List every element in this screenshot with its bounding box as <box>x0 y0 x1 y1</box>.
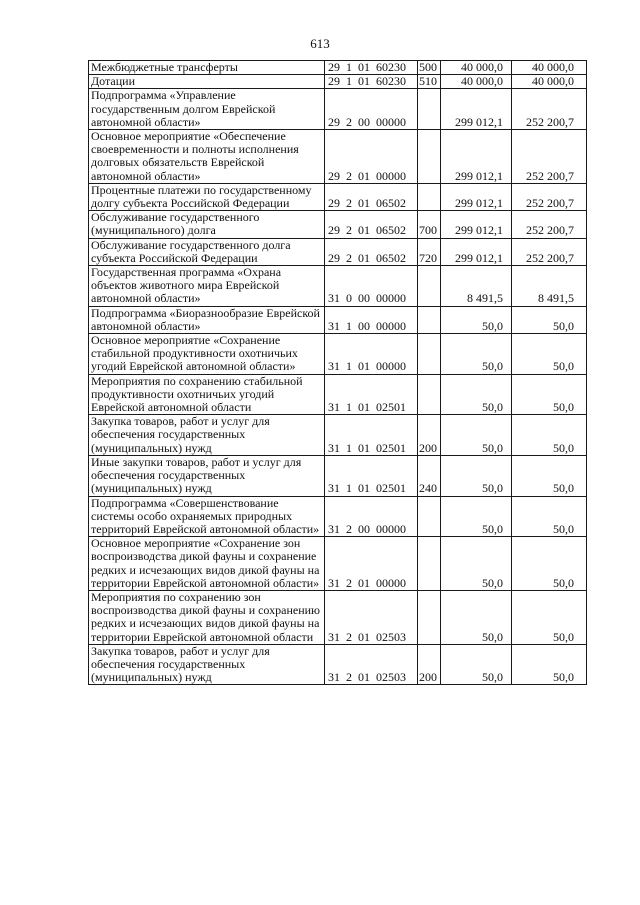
row-expense-type: 700 <box>418 211 441 238</box>
row-name: Государственная программа «Охрана объектов животного мира Еврейской автономной области» <box>89 266 325 307</box>
row-sum-year2: 252 200,7 <box>512 183 587 210</box>
row-name: Обслуживание государственного долга субъекта Российской Федерации <box>89 238 325 265</box>
row-sum-year1: 50,0 <box>441 590 512 644</box>
row-name: Закупка товаров, работ и услуг для обеспечения государственных (муниципальных) нужд <box>89 415 325 456</box>
row-name: Мероприятия по сохранению зон воспроизводства дикой фауны и сохранению редких и исчезающих видов дикой фауны на территории Еврейской автономной области <box>89 590 325 644</box>
page-number: 613 <box>310 36 330 51</box>
row-expense-type: 240 <box>418 455 441 496</box>
row-sum-year1: 299 012,1 <box>441 89 512 130</box>
row-target-code: 29 2 01 06502 <box>325 183 418 210</box>
row-expense-type <box>418 334 441 375</box>
row-name: Основное мероприятие «Сохранение стабильной продуктивности охотничьих угодий Еврейской автономной области» <box>89 334 325 375</box>
row-expense-type: 200 <box>418 644 441 685</box>
row-sum-year2: 252 200,7 <box>512 211 587 238</box>
row-sum-year1: 299 012,1 <box>441 238 512 265</box>
table-row <box>89 61 587 75</box>
table-row <box>89 75 587 89</box>
row-sum-year1: 50,0 <box>441 306 512 333</box>
row-sum-year1: 50,0 <box>441 537 512 591</box>
row-name: Подпрограмма «Биоразнообразие Еврейской автономной области» <box>89 306 325 333</box>
row-sum-year1: 40 000,0 <box>441 75 512 89</box>
table-row <box>89 183 587 210</box>
table-row <box>89 590 587 644</box>
row-target-code: 29 2 00 00000 <box>325 89 418 130</box>
table-row <box>89 644 587 685</box>
row-sum-year1: 50,0 <box>441 455 512 496</box>
row-target-code: 29 2 01 06502 <box>325 211 418 238</box>
row-sum-year1: 50,0 <box>441 374 512 415</box>
row-sum-year2: 252 200,7 <box>512 130 587 184</box>
table-row <box>89 130 587 184</box>
row-target-code: 29 2 01 00000 <box>325 130 418 184</box>
row-target-code: 31 0 00 00000 <box>325 266 418 307</box>
row-target-code: 31 1 01 02501 <box>325 455 418 496</box>
row-name: Обслуживание государственного (муниципального) долга <box>89 211 325 238</box>
row-target-code: 31 2 01 00000 <box>325 537 418 591</box>
row-target-code: 29 1 01 60230 <box>325 61 418 75</box>
row-sum-year1: 8 491,5 <box>441 266 512 307</box>
row-expense-type <box>418 590 441 644</box>
row-sum-year1: 299 012,1 <box>441 183 512 210</box>
row-target-code: 29 2 01 06502 <box>325 238 418 265</box>
row-target-code: 31 1 01 02501 <box>325 415 418 456</box>
row-sum-year1: 50,0 <box>441 496 512 537</box>
row-sum-year1: 299 012,1 <box>441 130 512 184</box>
row-target-code: 29 1 01 60230 <box>325 75 418 89</box>
row-sum-year2: 50,0 <box>512 590 587 644</box>
row-expense-type <box>418 496 441 537</box>
row-expense-type <box>418 266 441 307</box>
row-name: Основное мероприятие «Обеспечение своевременности и полноты исполнения долговых обязательств Еврейской автономной области» <box>89 130 325 184</box>
row-target-code: 31 1 00 00000 <box>325 306 418 333</box>
table-row <box>89 496 587 537</box>
row-sum-year1: 50,0 <box>441 644 512 685</box>
row-sum-year2: 8 491,5 <box>512 266 587 307</box>
row-sum-year2: 50,0 <box>512 455 587 496</box>
row-expense-type <box>418 537 441 591</box>
table-row <box>89 211 587 238</box>
table-row <box>89 266 587 307</box>
table-row <box>89 89 587 130</box>
row-name: Межбюджетные трансферты <box>89 61 325 75</box>
row-name: Дотации <box>89 75 325 89</box>
row-target-code: 31 1 01 02501 <box>325 374 418 415</box>
row-name: Подпрограмма «Совершенствование системы особо охраняемых природных территорий Еврейской автономной области» <box>89 496 325 537</box>
table-row <box>89 334 587 375</box>
row-sum-year2: 50,0 <box>512 644 587 685</box>
row-expense-type <box>418 89 441 130</box>
row-target-code: 31 1 01 00000 <box>325 334 418 375</box>
budget-table <box>88 60 587 685</box>
row-sum-year2: 40 000,0 <box>512 61 587 75</box>
row-sum-year2: 50,0 <box>512 496 587 537</box>
row-sum-year2: 252 200,7 <box>512 238 587 265</box>
row-sum-year1: 299 012,1 <box>441 211 512 238</box>
table-row <box>89 415 587 456</box>
row-name: Процентные платежи по государственному долгу субъекта Российской Федерации <box>89 183 325 210</box>
row-expense-type <box>418 306 441 333</box>
row-name: Закупка товаров, работ и услуг для обеспечения государственных (муниципальных) нужд <box>89 644 325 685</box>
row-target-code: 31 2 01 02503 <box>325 644 418 685</box>
row-expense-type: 510 <box>418 75 441 89</box>
row-expense-type <box>418 130 441 184</box>
row-sum-year2: 50,0 <box>512 537 587 591</box>
table-row <box>89 374 587 415</box>
row-sum-year2: 50,0 <box>512 334 587 375</box>
row-sum-year2: 50,0 <box>512 415 587 456</box>
row-sum-year2: 50,0 <box>512 306 587 333</box>
row-name: Мероприятия по сохранению стабильной продуктивности охотничьих угодий Еврейской автономной области <box>89 374 325 415</box>
row-expense-type <box>418 183 441 210</box>
row-target-code: 31 2 00 00000 <box>325 496 418 537</box>
row-expense-type <box>418 374 441 415</box>
row-sum-year1: 50,0 <box>441 334 512 375</box>
table-row <box>89 455 587 496</box>
table-row <box>89 306 587 333</box>
row-expense-type: 500 <box>418 61 441 75</box>
row-name: Подпрограмма «Управление государственным долгом Еврейской автономной области» <box>89 89 325 130</box>
row-sum-year1: 40 000,0 <box>441 61 512 75</box>
row-expense-type: 200 <box>418 415 441 456</box>
row-sum-year2: 252 200,7 <box>512 89 587 130</box>
row-sum-year2: 40 000,0 <box>512 75 587 89</box>
table-row <box>89 537 587 591</box>
row-name: Иные закупки товаров, работ и услуг для обеспечения государственных (муниципальных) нужд <box>89 455 325 496</box>
table-row <box>89 238 587 265</box>
row-sum-year2: 50,0 <box>512 374 587 415</box>
row-target-code: 31 2 01 02503 <box>325 590 418 644</box>
row-name: Основное мероприятие «Сохранение зон воспроизводства дикой фауны и сохранение редких и исчезающих видов дикой фауны на территории Еврейской автономной области» <box>89 537 325 591</box>
row-expense-type: 720 <box>418 238 441 265</box>
row-sum-year1: 50,0 <box>441 415 512 456</box>
